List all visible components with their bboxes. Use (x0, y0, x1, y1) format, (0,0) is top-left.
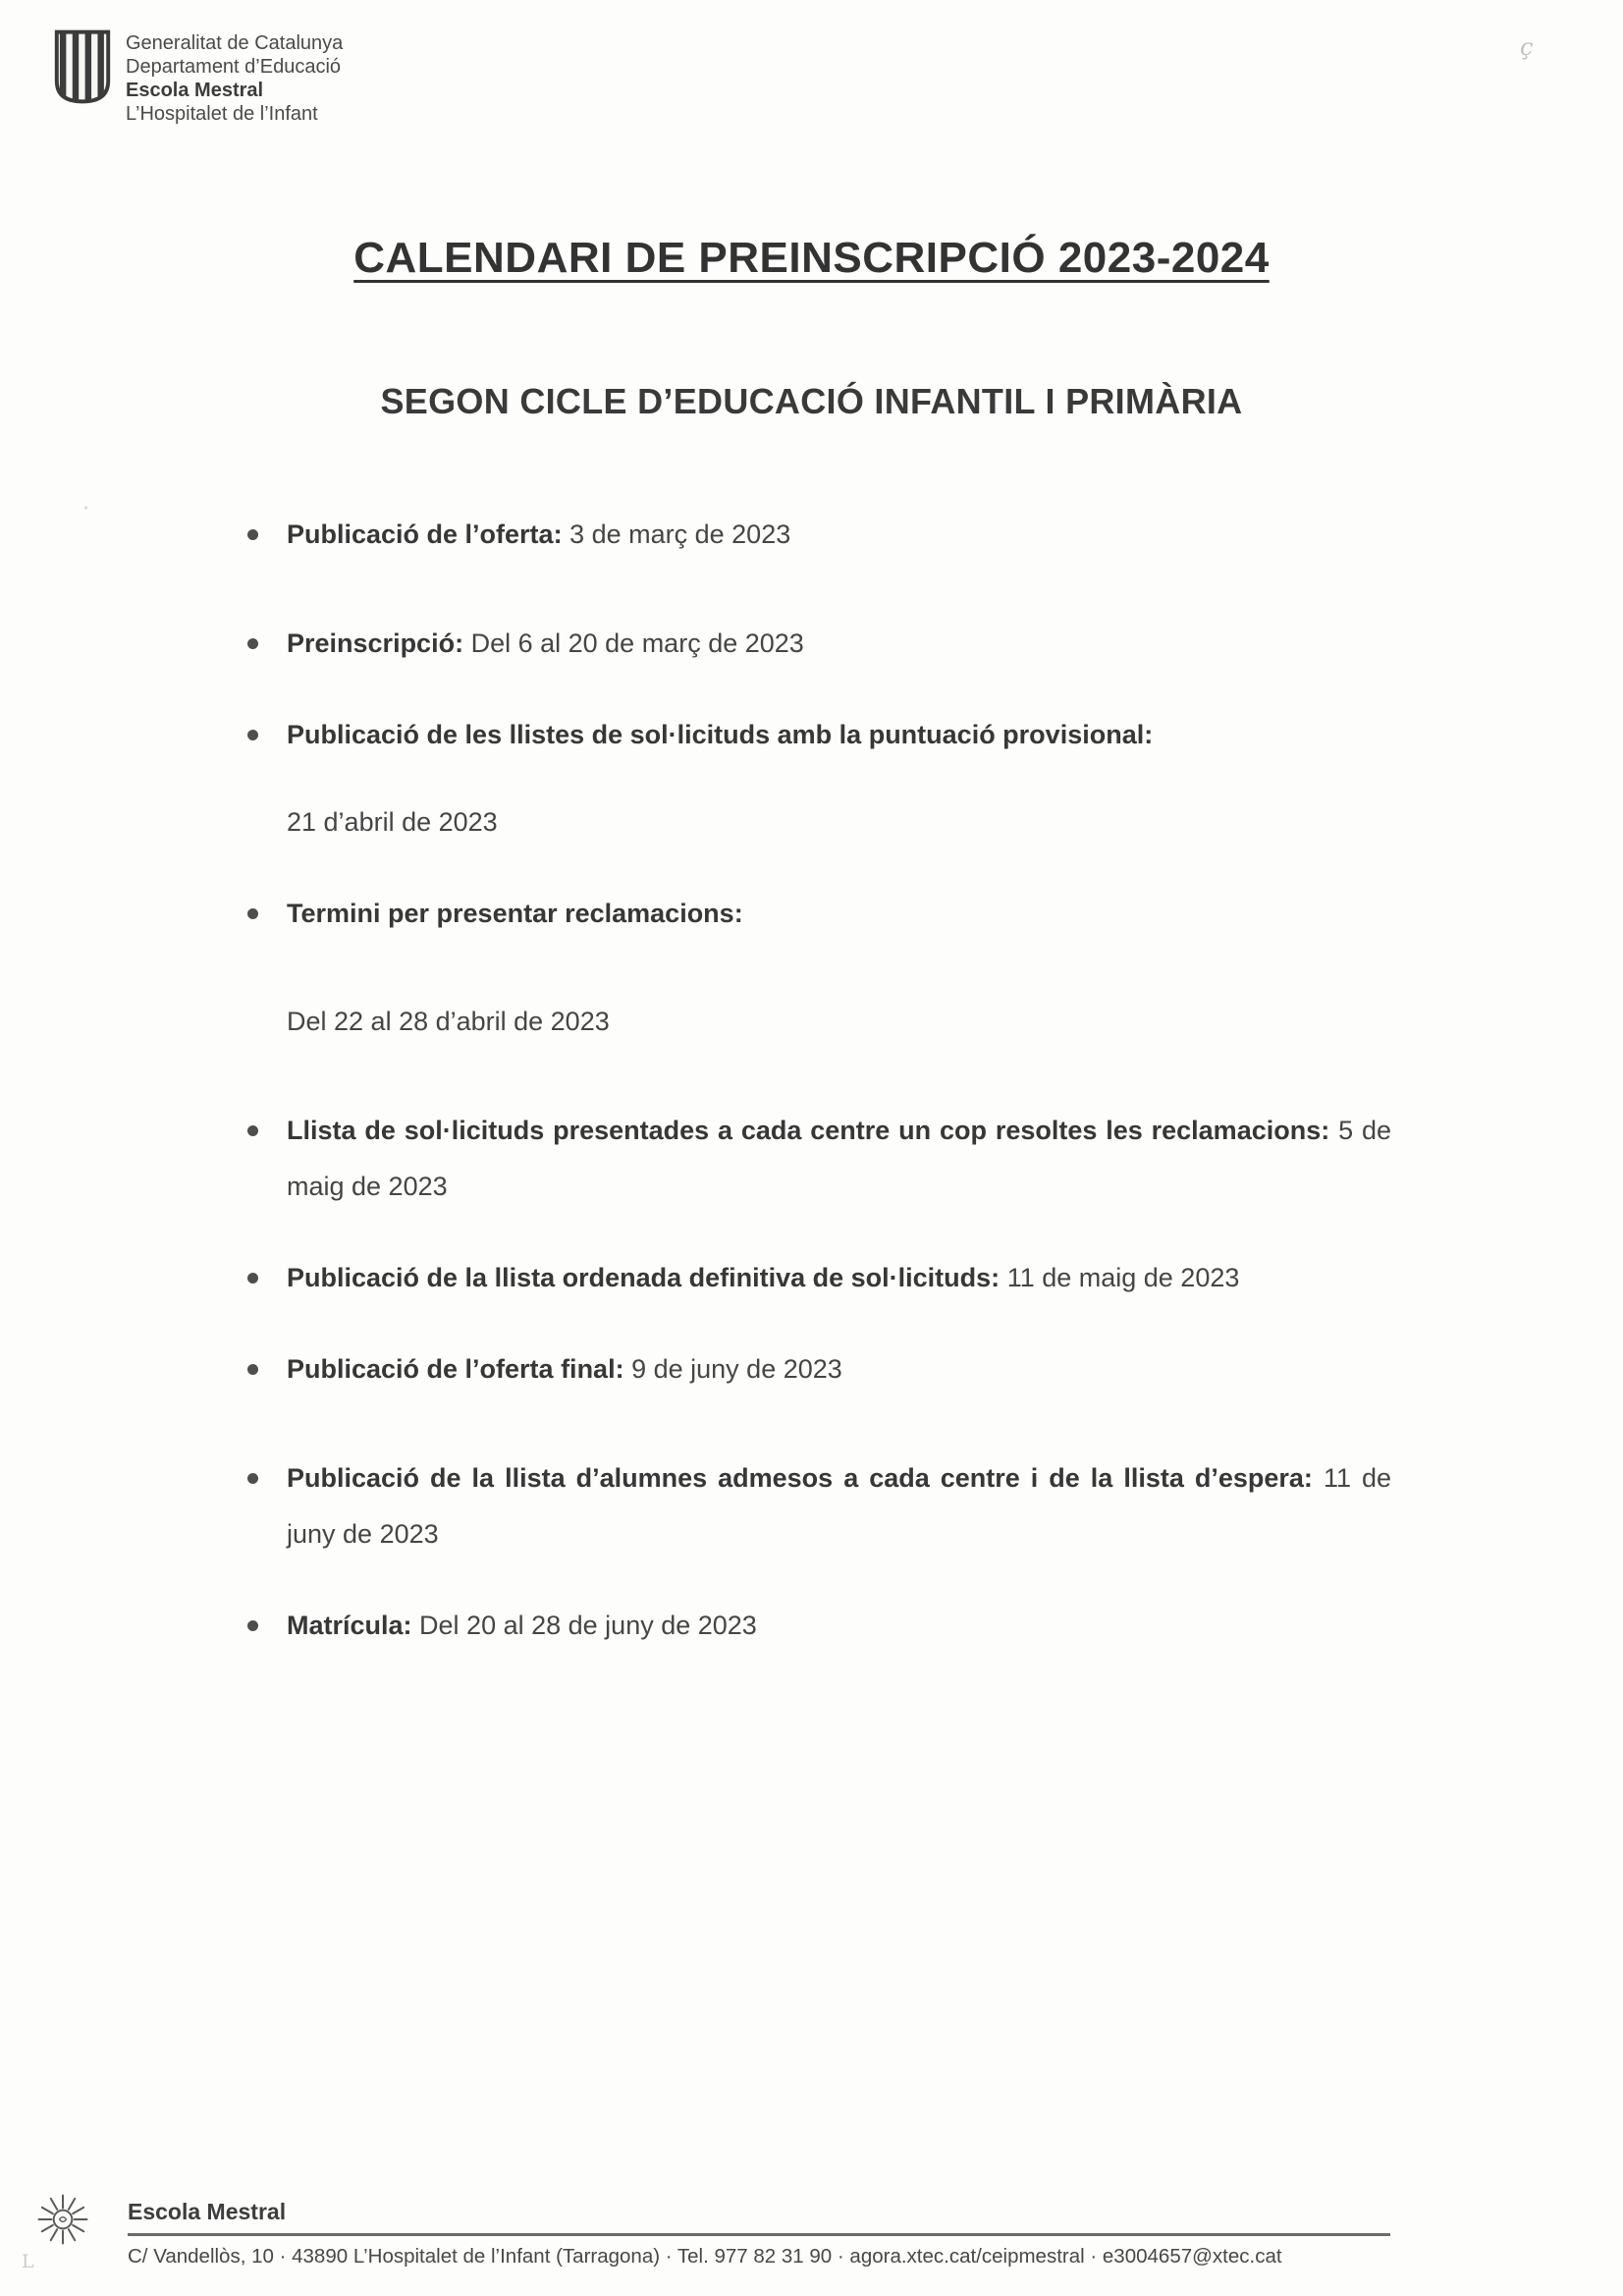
item-value: 11 de juny de 2023 (287, 1463, 1391, 1549)
item-label: Publicació de l’oferta final: (287, 1354, 624, 1384)
item-value: Del 22 al 28 d’abril de 2023 (287, 1007, 610, 1036)
item-value: 5 de maig de 2023 (287, 1116, 1391, 1201)
item-label: Termini per presentar reclamacions: (287, 899, 743, 928)
bullet-icon (247, 730, 258, 740)
bullet-icon (247, 1473, 258, 1484)
bullet-icon (247, 1273, 258, 1284)
item-label: Publicació de l’oferta: (287, 519, 563, 549)
item-value: Del 20 al 28 de juny de 2023 (419, 1611, 757, 1640)
calendar-item (232, 1341, 1391, 1397)
escola-mestral-sun-logo-icon (35, 2192, 90, 2252)
footer-text-block (128, 2200, 1390, 2269)
bullet-icon (247, 1125, 258, 1136)
item-label: Publicació de les llistes de sol·licituds amb la puntuació provisional: (287, 720, 1154, 749)
item-value: 21 d’abril de 2023 (287, 807, 498, 837)
footer-divider (128, 2233, 1390, 2236)
scan-artifact: · (82, 497, 89, 521)
letterhead-government: Generalitat de Catalunya (126, 32, 344, 54)
calendar-list (232, 507, 1391, 1654)
scan-artifact: L (22, 2251, 34, 2272)
item-value: 9 de juny de 2023 (631, 1354, 842, 1384)
letterhead-department: Departament d’Educació (126, 56, 342, 78)
item-label: Preinscripció: (287, 629, 464, 658)
footer-address: C/ Vandellòs, 10 · 43890 L’Hospitalet de l’Infant (Tarragona) · Tel. 977 82 31 90 · agora.xtec.cat/ceipmestral · e3004657@xtec.cat (128, 2245, 1282, 2268)
footer-school-name: Escola Mestral (128, 2199, 287, 2224)
page-subtitle: SEGON CICLE D’EDUCACIÓ INFANTIL I PRIMÀRIA (380, 381, 1243, 421)
letterhead-city: L’Hospitalet de l’Infant (126, 103, 318, 125)
item-value: 11 de maig de 2023 (1006, 1263, 1240, 1292)
item-label: Publicació de la llista d’alumnes admesos a cada centre i de la llista d’espera: (287, 1463, 1313, 1493)
calendar-item (232, 886, 1391, 1050)
bullet-icon (247, 529, 258, 540)
bullet-icon (247, 1620, 258, 1631)
calendar-item (232, 1250, 1391, 1306)
bullet-icon (247, 908, 258, 919)
item-label: Llista de sol·licituds presentades a cada centre un cop resoltes les reclamacions: (287, 1116, 1330, 1145)
calendar-item (232, 507, 1391, 563)
calendar-item (232, 1450, 1391, 1562)
calendar-item (232, 1598, 1391, 1654)
bullet-icon (247, 1364, 258, 1375)
item-label: Publicació de la llista ordenada definitiva de sol·licituds: (287, 1263, 1001, 1292)
page-title-text: CALENDARI DE PREINSCRIPCIÓ 2023-2024 (353, 234, 1270, 282)
calendar-item (232, 707, 1391, 850)
scan-artifact: ç (1520, 33, 1534, 61)
item-value: Del 6 al 20 de març de 2023 (470, 629, 804, 658)
generalitat-coat-of-arms-icon (54, 29, 111, 126)
calendar-item (232, 1103, 1391, 1215)
letterhead-school: Escola Mestral (126, 80, 264, 101)
bullet-icon (247, 638, 258, 649)
item-value: 3 de març de 2023 (569, 519, 791, 549)
calendar-item (232, 616, 1391, 672)
page-title (232, 234, 1391, 283)
document-body (232, 0, 1391, 1654)
item-label: Matrícula: (287, 1611, 412, 1640)
